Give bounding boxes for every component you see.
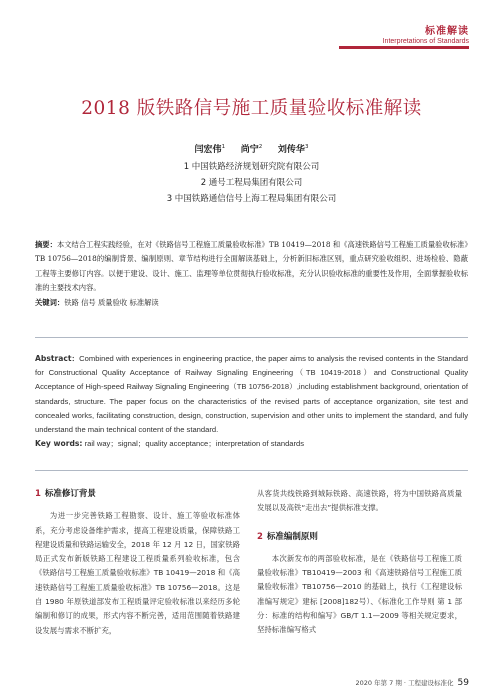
author-name: 闫宏伟 (194, 145, 222, 155)
abstract-cn-text: 本文结合工程实践经验，在对《铁路信号工程施工质量验收标准》TB 10419—2018 和《高速铁路信号工程施工质量验收标准》TB 10756—2018的编制背景、编制原则、章节结构进行全面解读基础上，分析新旧标准区别，重点研究验收组织、进场检验、隐蔽工程等主要修订内容。以便于建设、设计、施工、监理等单位贯彻执行验收标准，充分认识验收标准的重要性及作用，全面掌握验收标准的主要技术内容。 (35, 240, 469, 293)
section-number: 1 (35, 489, 41, 499)
abstract-divider (35, 337, 468, 338)
left-column (35, 487, 240, 638)
header-rule (339, 46, 469, 49)
author-name: 刘传华 (277, 145, 305, 155)
abstract-en-label: Abstract： (35, 354, 80, 363)
affiliation-2: 2 通号工程局集团有限公司 (200, 178, 303, 188)
body-paragraph: 为进一步完善铁路工程勘察、设计、施工等验收标准体系，充分考虑设备维护需求，提高工程建设质量，保障铁路工程建设质量和铁路运输安全，2018 年 12 月 12 日，国家铁路局正式发布新版铁路工程建设工程质量系列验收标准，包含《铁路信号工程施工质量验收标准》TB 10419—2018 和《高速铁路信号工程施工质量验收标准》TB 10756—2018。这是自 1980 年原铁道部发布工程质量评定验收标准以来经历多轮编制和修订的成果，形式内容不断完善，适用范围随着铁路建设发展与需求不断扩充， (35, 511, 240, 635)
keywords-en: rail way；signal；quality acceptance；interpretation of standards (84, 439, 305, 449)
section-title: 标准修订背景 (44, 489, 96, 499)
section-heading (257, 530, 462, 544)
right-column (257, 487, 462, 638)
keywords-cn: 铁路 信号 质量验收 标准解读 (64, 297, 159, 307)
abstract-en (35, 352, 468, 451)
abstract-cn-label: 摘要： (35, 240, 57, 249)
author-name: 尚宁 (240, 145, 259, 155)
page-footer (355, 678, 469, 688)
column-title-cn: 标准解读 (425, 26, 469, 37)
body-paragraph: 本次新发布的两部验收标准，是在《铁路信号工程施工质量验收标准》TB10419—2003 和《高速铁路信号工程施工质量验收标准》TB10756—2010 的基础上，执行《工程建设标准编写规定》建标 [2008]182号）、《标准化工作导则 第 1 部分：标准的结构和编写》GB/T 1.1—2009 等相关规定要求，坚持标准编写格式 (257, 553, 462, 635)
journal-issue: 2020 年第 7 期 · 工程建设标准化 (355, 679, 454, 687)
page-number: 59 (457, 678, 469, 688)
section-title: 标准编制原则 (266, 531, 318, 542)
body-paragraph: 从客货共线铁路到城际铁路、高速铁路，将为中国铁路高质量发展以及高铁“走出去”提供标准支撑。 (257, 489, 462, 513)
keywords-cn-label: 关键词： (35, 297, 65, 307)
author-list: 闫宏伟$^1$ 尚宁$^2$ 刘传华$^3$ (194, 144, 309, 155)
column-title-en: Interpretations of Standards (382, 38, 469, 45)
section-heading (35, 487, 240, 501)
paper-title: 2018 版铁路信号施工质量验收标准解读 (81, 98, 422, 119)
affiliation-3: 3 中国铁路通信信号上海工程局集团有限公司 (166, 194, 337, 204)
column-header (383, 22, 469, 45)
abstract-cn (35, 238, 468, 310)
section-number: 2 (257, 531, 263, 542)
affiliation-1: 1 中国铁路经济规划研究院有限公司 (183, 162, 320, 172)
body-divider (35, 470, 468, 471)
abstract-en-text: Combined with experiences in engineering practice, the paper aims to analysis the revised contents in the Standard for Constructional Quality Acceptance of Railway Signaling Engineering（TB 10419-2018）and Constructional Quality Acceptance of High-speed Railway Signaling Engineering（TB 10756-2018）,including establishment background, orientation of standards, structure. The paper focus on the characteristics of the revised parts of acceptance organization, site test and concealed works, facilitating construction, design, construction, supervision and other units to implement the standard, and fully understand the main technical content of the standard. (35, 354, 468, 435)
keywords-en-label: Key words: (35, 439, 83, 449)
